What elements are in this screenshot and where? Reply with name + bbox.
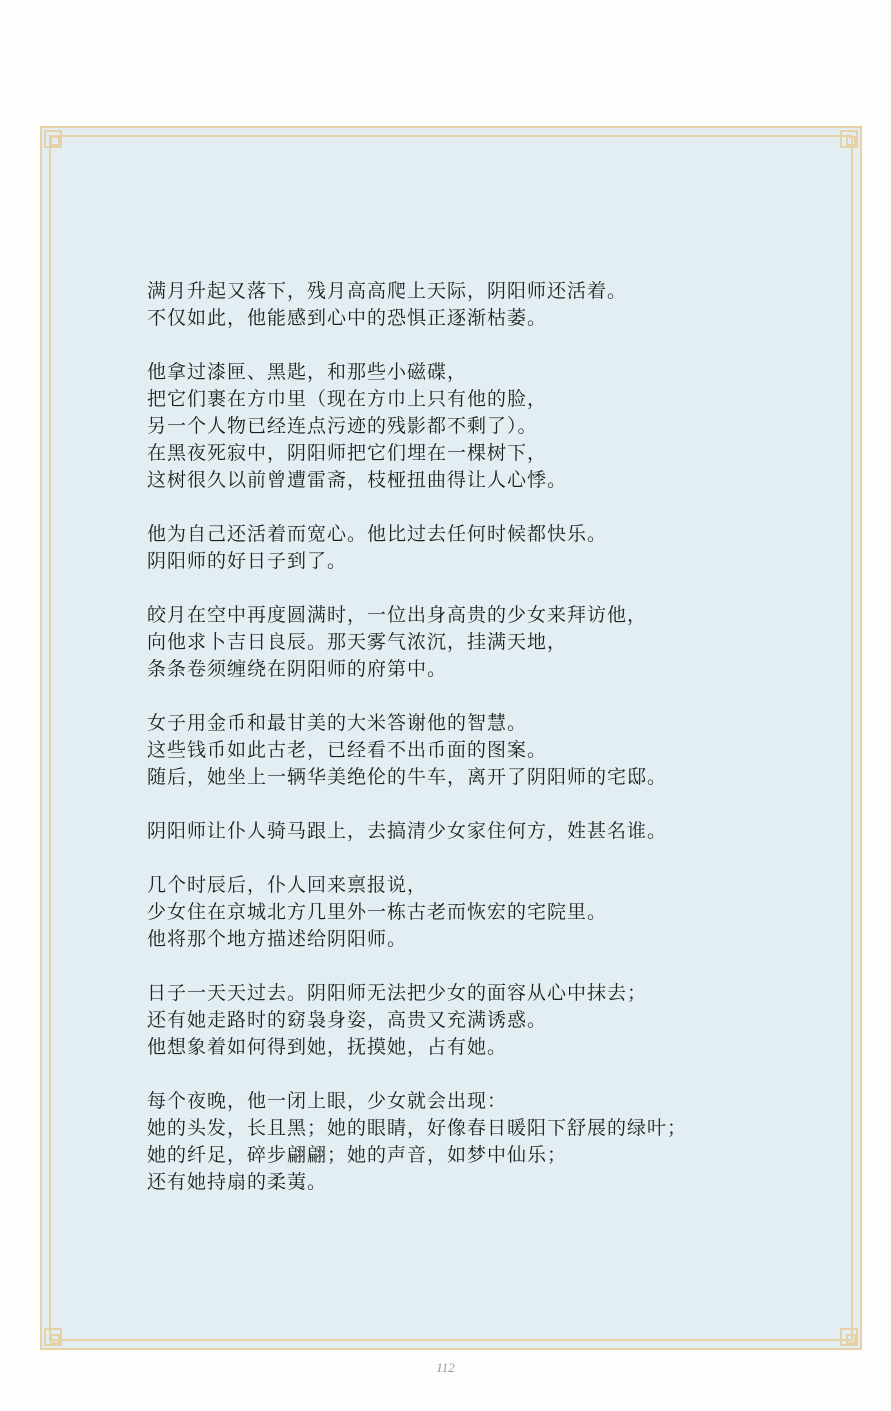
poem-line: 这些钱币如此古老，已经看不出币面的图案。 [147, 739, 548, 761]
page-number: 112 [436, 1360, 455, 1375]
poem-line: 皎月在空中再度圆满时，一位出身高贵的少女来拜访他， [147, 604, 648, 626]
stanza [147, 980, 787, 1061]
poem-line: 在黑夜死寂中，阴阳师把它们埋在一棵树下， [147, 442, 548, 464]
stanza [147, 872, 787, 953]
poem-line: 几个时辰后，仆人回来禀报说， [147, 874, 428, 896]
stanza [147, 710, 787, 791]
poem-line: 他将那个地方描述给阴阳师。 [147, 928, 408, 950]
stanza [147, 1088, 787, 1196]
corner-ornament-bottom-right [840, 1328, 858, 1346]
poem-line: 日子一天天过去。阴阳师无法把少女的面容从心中抹去； [147, 982, 648, 1004]
stanza [147, 602, 787, 683]
stanza [147, 521, 787, 575]
poem-line: 他想象着如何得到她，抚摸她，占有她。 [147, 1036, 508, 1058]
corner-ornament-top-left [44, 130, 62, 148]
poem-line: 她的头发，长且黑；她的眼睛，好像春日暖阳下舒展的绿叶； [147, 1117, 688, 1139]
poem-line: 满月升起又落下，残月高高爬上天际，阴阳师还活着。 [147, 280, 628, 302]
poem-line: 每个夜晚，他一闭上眼，少女就会出现： [147, 1090, 508, 1112]
poem-line: 另一个人物已经连点污迹的残影都不剩了）。 [147, 415, 538, 437]
poem-line: 把它们裹在方巾里（现在方巾上只有他的脸， [147, 388, 548, 410]
poem-line: 少女住在京城北方几里外一栋古老而恢宏的宅院里。 [147, 901, 608, 923]
poem-line: 女子用金币和最甘美的大米答谢他的智慧。 [147, 712, 528, 734]
poem-line: 向他求卜吉日良辰。那天雾气浓沉，挂满天地， [147, 631, 568, 653]
corner-ornament-bottom-left [44, 1328, 62, 1346]
poem-line: 这树很久以前曾遭雷斋，枝桠扭曲得让人心悸。 [147, 469, 568, 491]
poem-line: 他为自己还活着而宽心。他比过去任何时候都快乐。 [147, 523, 608, 545]
poem-line: 阴阳师让仆人骑马跟上，去搞清少女家住何方，姓甚名谁。 [147, 820, 668, 842]
stanza [147, 278, 787, 332]
poem-line: 条条卷须缠绕在阴阳师的府第中。 [147, 658, 448, 680]
poem-line: 随后，她坐上一辆华美绝伦的牛车，离开了阴阳师的宅邸。 [147, 766, 668, 788]
poem-line: 她的纤足，碎步翩翩；她的声音，如梦中仙乐； [147, 1144, 568, 1166]
poem-line: 阴阳师的好日子到了。 [147, 550, 348, 572]
poem-line: 还有她持扇的柔荑。 [147, 1171, 328, 1193]
poem-line: 还有她走路时的窈袅身姿，高贵又充满诱惑。 [147, 1009, 548, 1031]
corner-ornament-top-right [840, 130, 858, 148]
stanza [147, 359, 787, 494]
stanza [147, 818, 787, 845]
poem-line: 不仅如此，他能感到心中的恐惧正逐渐枯萎。 [147, 307, 548, 329]
poem-body [147, 278, 787, 1223]
poem-line: 他拿过漆匣、黑匙，和那些小磁碟， [147, 361, 468, 383]
